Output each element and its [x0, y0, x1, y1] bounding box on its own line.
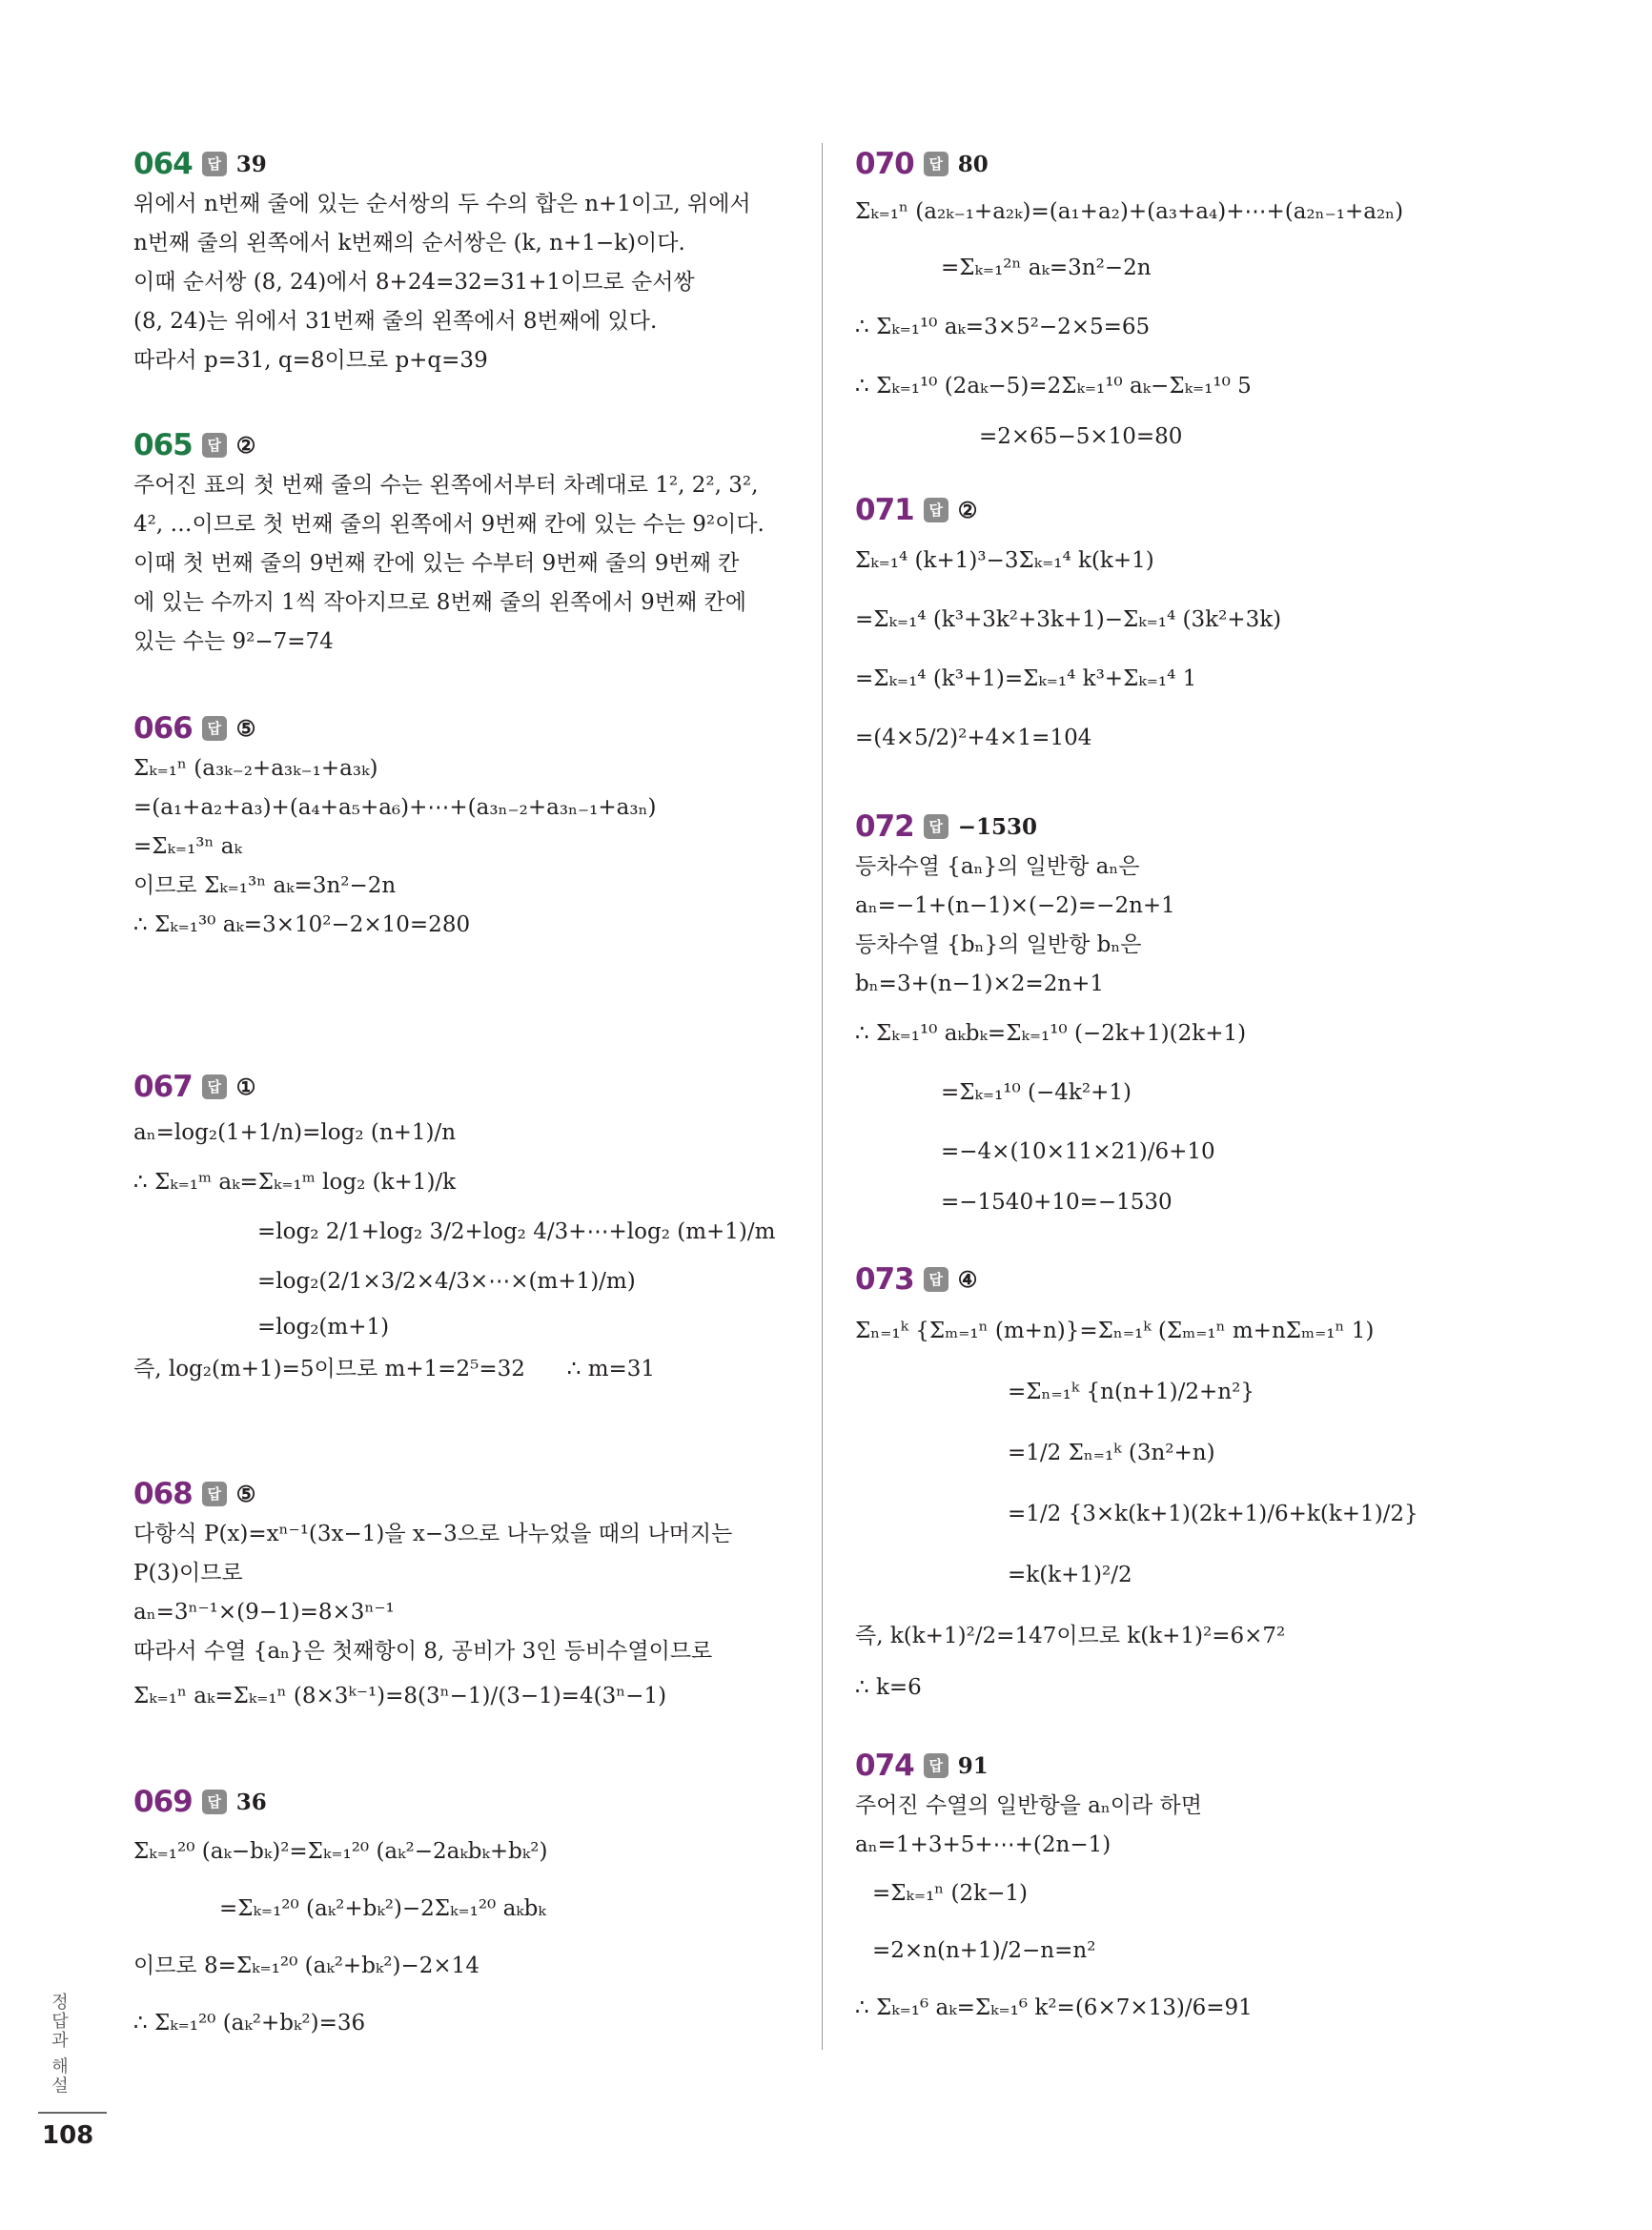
problem-number: 066 [133, 711, 193, 746]
math-line: Σₖ₌₁ⁿ (a₃ₖ₋₂+a₃ₖ₋₁+a₃ₖ) [133, 756, 378, 781]
problem-072 [855, 806, 1522, 1223]
math-line: =Σₖ₌₁⁴ (k³+1)=Σₖ₌₁⁴ k³+Σₖ₌₁⁴ 1 [855, 666, 1197, 691]
math-line: ∴ Σₖ₌₁³⁰ aₖ=3×10²−2×10=280 [133, 912, 471, 937]
solution-line: 이때 첫 번째 줄의 9번째 칸에 있는 수부터 9번째 줄의 9번째 칸 [133, 551, 740, 576]
answer-value: 80 [957, 151, 989, 177]
solution-line: 에 있는 수까지 1씩 작아지므로 8번째 줄의 왼쪽에서 9번째 칸에 [133, 590, 746, 615]
math-line: =1/2 {3×k(k+1)(2k+1)/6+k(k+1)/2} [1008, 1502, 1418, 1526]
solution-line: n번째 줄의 왼쪽에서 k번째의 순서쌍은 (k, n+1−k)이다. [133, 231, 685, 256]
math-line: 즉, log₂(m+1)=5이므로 m+1=2⁵=32 ∴ m=31 [133, 1357, 656, 1381]
math-line: =2×65−5×10=80 [979, 424, 1183, 449]
math-line: ∴ Σₖ₌₁¹⁰ aₖ=3×5²−2×5=65 [855, 315, 1151, 339]
math-line: 즉, k(k+1)²/2=147이므로 k(k+1)²=6×7² [855, 1624, 1286, 1648]
problem-number: 065 [133, 428, 193, 462]
answer-badge: 답 [924, 1267, 948, 1292]
problem-070 [855, 143, 1522, 458]
solution-line: 따라서 p=31, q=8이므로 p+q=39 [133, 348, 488, 373]
answer-badge: 답 [202, 433, 227, 458]
problem-number: 071 [855, 493, 914, 527]
answer-value: ④ [957, 1266, 978, 1293]
problem-number: 074 [855, 1749, 914, 1783]
problem-068 [133, 1473, 791, 1721]
solution-line: 4², …이므로 첫 번째 줄의 왼쪽에서 9번째 칸에 있는 수는 9²이다. [133, 512, 765, 537]
answer-badge: 답 [924, 1753, 948, 1778]
problem-069 [133, 1781, 791, 2052]
math-line: aₙ=1+3+5+⋯+(2n−1) [855, 1832, 1112, 1857]
problem-number: 073 [855, 1262, 914, 1297]
section-label [46, 1993, 74, 2107]
answer-value: ⑤ [235, 715, 256, 742]
math-line: ∴ Σₖ₌₁¹⁰ aₖbₖ=Σₖ₌₁¹⁰ (−2k+1)(2k+1) [855, 1021, 1247, 1046]
math-line: =Σₖ₌₁⁴ (k³+3k²+3k+1)−Σₖ₌₁⁴ (3k²+3k) [855, 607, 1282, 632]
answer-value: ⑤ [235, 1481, 256, 1507]
answer-badge: 답 [202, 1482, 227, 1506]
answer-badge: 답 [202, 1074, 227, 1099]
math-line: =(4×5/2)²+4×1=104 [855, 726, 1092, 750]
answer-badge: 답 [202, 1790, 227, 1814]
solution-line: P(3)이므로 [133, 1561, 243, 1586]
solution-line: (8, 24)는 위에서 31번째 줄의 왼쪽에서 8번째에 있다. [133, 309, 658, 334]
problem-064 [133, 143, 791, 380]
math-line: ∴ k=6 [855, 1675, 922, 1700]
math-line: =−4×(10×11×21)/6+10 [941, 1139, 1215, 1164]
math-line: aₙ=−1+(n−1)×(−2)=−2n+1 [855, 893, 1175, 918]
solution-line: 주어진 수열의 일반항을 aₙ이라 하면 [855, 1793, 1202, 1818]
math-line: Σₖ₌₁ⁿ (a₂ₖ₋₁+a₂ₖ)=(a₁+a₂)+(a₃+a₄)+⋯+(a₂ₙ₋₁+a₂ₙ) [855, 199, 1404, 224]
problem-number: 068 [133, 1477, 193, 1511]
answer-value: ② [235, 432, 256, 459]
math-line: ∴ Σₖ₌₁²⁰ (aₖ²+bₖ²)=36 [133, 2011, 366, 2036]
math-line: =−1540+10=−1530 [941, 1190, 1173, 1215]
math-line: =(a₁+a₂+a₃)+(a₄+a₅+a₆)+⋯+(a₃ₙ₋₂+a₃ₙ₋₁+a₃ₙ) [133, 795, 657, 820]
answer-badge: 답 [202, 152, 227, 176]
answer-value: ① [235, 1074, 256, 1100]
solution-line: 이때 순서쌍 (8, 24)에서 8+24=32=31+1이므로 순서쌍 [133, 270, 695, 295]
math-line: =2×n(n+1)/2−n=n² [872, 1938, 1096, 1963]
solution-line: 있는 수는 9²−7=74 [133, 629, 334, 654]
math-line: =Σₖ₌₁³ⁿ aₖ [133, 834, 242, 859]
answer-value: 91 [957, 1752, 989, 1779]
section-label-text: 정답과 해설 [49, 1993, 69, 2096]
math-line: aₙ=3ⁿ⁻¹×(9−1)=8×3ⁿ⁻¹ [133, 1600, 395, 1625]
math-line: Σₙ₌₁ᵏ {Σₘ₌₁ⁿ (m+n)}=Σₙ₌₁ᵏ (Σₘ₌₁ⁿ m+nΣₘ₌₁ⁿ 1) [855, 1319, 1375, 1343]
problem-number: 064 [133, 147, 193, 181]
math-line: =Σₖ₌₁²ⁿ aₖ=3n²−2n [941, 256, 1152, 280]
math-line: =Σₖ₌₁²⁰ (aₖ²+bₖ²)−2Σₖ₌₁²⁰ aₖbₖ [219, 1896, 546, 1921]
math-line: =k(k+1)²/2 [1008, 1563, 1132, 1587]
problem-066 [133, 707, 791, 945]
math-line: =Σₙ₌₁ᵏ {n(n+1)/2+n²} [1008, 1380, 1254, 1404]
math-line: Σₖ₌₁⁴ (k+1)³−3Σₖ₌₁⁴ k(k+1) [855, 548, 1154, 573]
math-line: =log₂(m+1) [257, 1315, 390, 1340]
math-line: ∴ Σₖ₌₁⁶ aₖ=Σₖ₌₁⁶ k²=(6×7×13)/6=91 [855, 1995, 1253, 2020]
solution-line: 위에서 n번째 줄에 있는 순서쌍의 두 수의 합은 n+1이고, 위에서 [133, 192, 751, 216]
solution-line: 다항식 P(x)=xⁿ⁻¹(3x−1)을 x−3으로 나누었을 때의 나머지는 [133, 1522, 733, 1546]
problem-067 [133, 1066, 791, 1390]
answer-badge: 답 [924, 498, 948, 522]
math-line: ∴ Σₖ₌₁¹⁰ (2aₖ−5)=2Σₖ₌₁¹⁰ aₖ−Σₖ₌₁¹⁰ 5 [855, 374, 1252, 399]
math-line: =log₂(2/1×3/2×4/3×⋯×(m+1)/m) [257, 1269, 636, 1294]
math-line: =Σₖ₌₁ⁿ (2k−1) [872, 1881, 1028, 1906]
math-line: =1/2 Σₙ₌₁ᵏ (3n²+n) [1008, 1441, 1215, 1465]
answer-badge: 답 [924, 152, 948, 176]
problem-074 [855, 1745, 1522, 2036]
problem-065 [133, 424, 791, 662]
math-line: =log₂ 2/1+log₂ 3/2+log₂ 4/3+⋯+log₂ (m+1)/m [257, 1219, 776, 1244]
problem-073 [855, 1258, 1522, 1708]
page-number-rule [38, 2112, 107, 2114]
math-line: aₙ=log₂(1+1/n)=log₂ (n+1)/n [133, 1120, 457, 1145]
math-line: =Σₖ₌₁¹⁰ (−4k²+1) [941, 1080, 1132, 1105]
math-line: Σₖ₌₁²⁰ (aₖ−bₖ)²=Σₖ₌₁²⁰ (aₖ²−2aₖbₖ+bₖ²) [133, 1839, 548, 1864]
answer-value: 39 [235, 151, 267, 177]
math-line: Σₖ₌₁ⁿ aₖ=Σₖ₌₁ⁿ (8×3ᵏ⁻¹)=8(3ⁿ−1)/(3−1)=4(3ⁿ−1) [133, 1684, 667, 1708]
solution-line: 등차수열 {aₙ}의 일반항 aₙ은 [855, 854, 1140, 879]
solution-line: 주어진 표의 첫 번째 줄의 수는 왼쪽에서부터 차례대로 1², 2², 3², [133, 473, 759, 498]
problem-number: 072 [855, 809, 914, 844]
problem-number: 070 [855, 147, 914, 181]
solution-line: 따라서 수열 {aₙ}은 첫째항이 8, 공비가 3인 등비수열이므로 [133, 1639, 713, 1664]
answer-badge: 답 [202, 716, 227, 741]
answer-value: −1530 [957, 813, 1038, 840]
math-line: 이므로 8=Σₖ₌₁²⁰ (aₖ²+bₖ²)−2×14 [133, 1954, 479, 1978]
math-line: 이므로 Σₖ₌₁³ⁿ aₖ=3n²−2n [133, 873, 397, 898]
math-line: bₙ=3+(n−1)×2=2n+1 [855, 972, 1105, 996]
math-line: ∴ Σₖ₌₁ᵐ aₖ=Σₖ₌₁ᵐ log₂ (k+1)/k [133, 1170, 457, 1195]
solution-line: 등차수열 {bₙ}의 일반항 bₙ은 [855, 932, 1142, 957]
problem-number: 069 [133, 1785, 193, 1819]
page-number: 108 [42, 2121, 94, 2150]
column-divider [822, 143, 823, 2050]
answer-value: ② [957, 497, 978, 523]
problem-071 [855, 489, 1522, 767]
problem-number: 067 [133, 1070, 193, 1104]
answer-value: 36 [235, 1789, 267, 1815]
answer-badge: 답 [924, 814, 948, 839]
